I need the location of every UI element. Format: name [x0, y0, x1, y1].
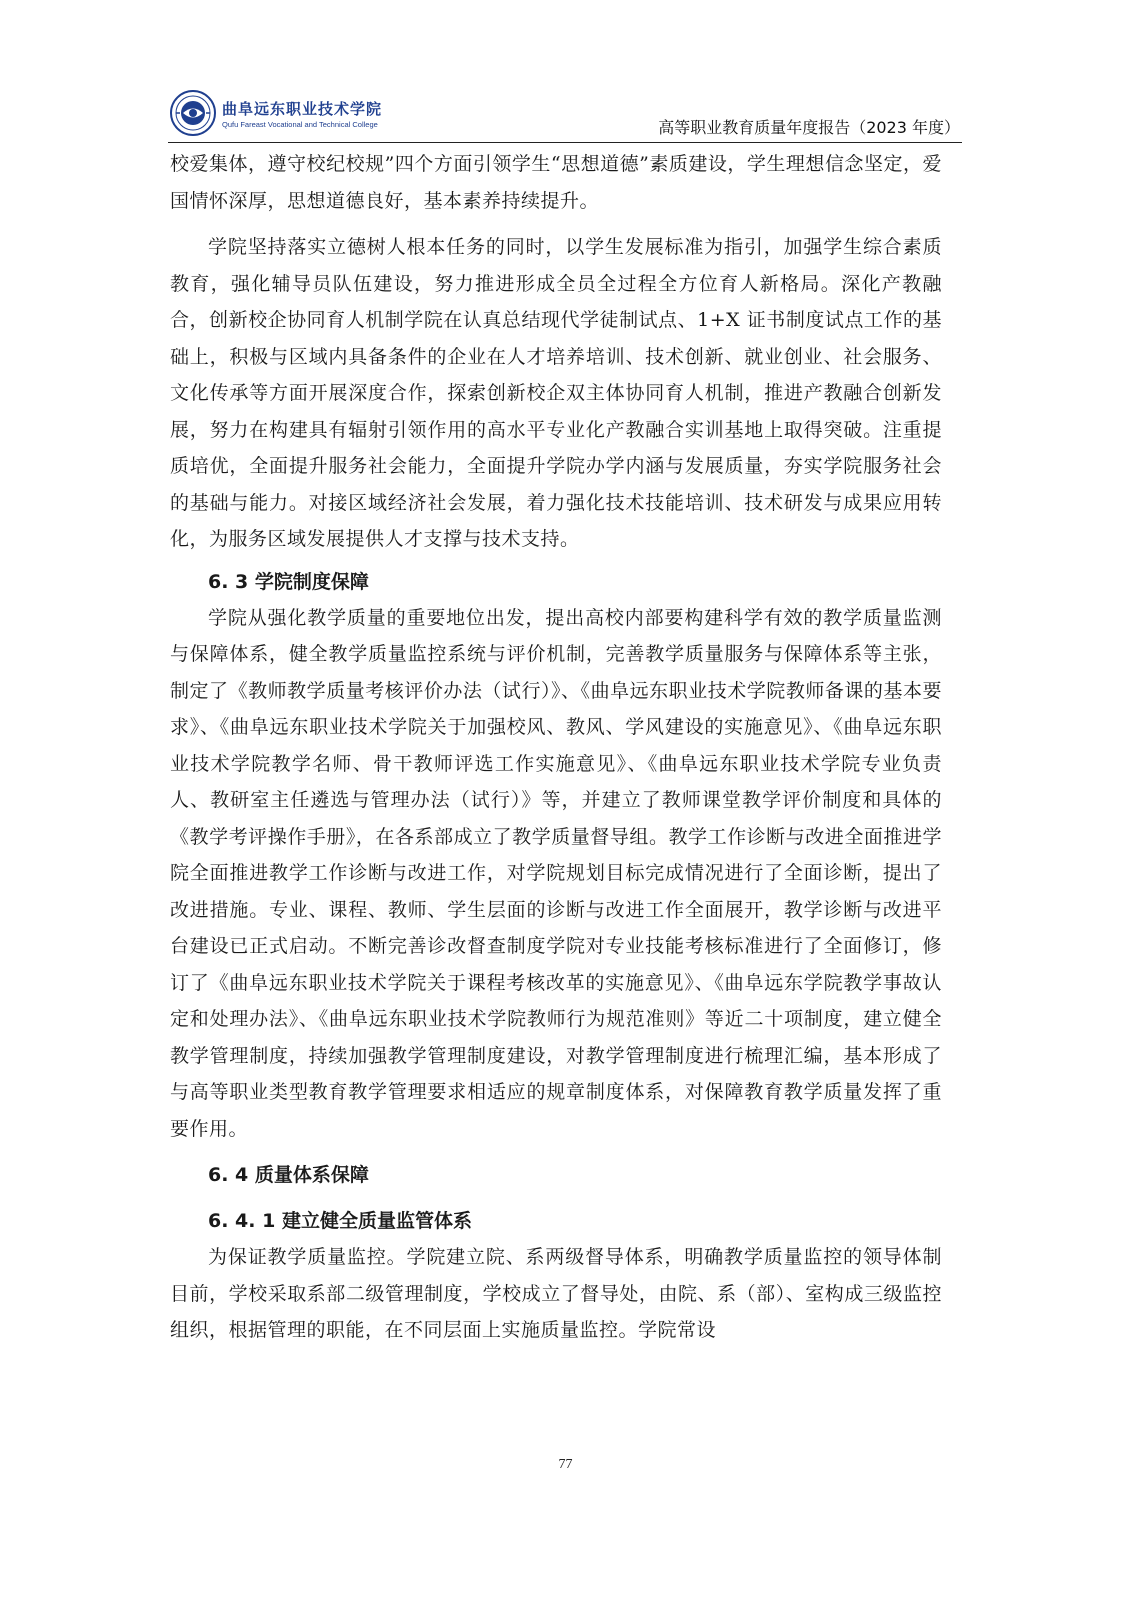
paragraph-quality-supervision: 为保证教学质量监控。学院建立院、系两级督导体系，明确教学质量监控的领导体制目前，学校采取系部二级管理制度，学校成立了督导处，由院、系（部）、室构成三级监控组织，根据管理的职能，在不同层面上实施质量监控。学院常设 [170, 1246, 942, 1341]
page-body [170, 146, 942, 1349]
section-heading-6-4-1: 6. 4. 1 建立健全质量监管体系 [208, 1210, 472, 1232]
paragraph-moral-education: 学院坚持落实立德树人根本任务的同时，以学生发展标准为指引，加强学生综合素质教育，强化辅导员队伍建设，努力推进形成全员全过程全方位育人新格局。深化产教融合，创新校企协同育人机制学院在认真总结现代学徒制试点、1+X 证书制度试点工作的基础上，积极与区域内具备条件的企业在人才培养培训、技术创新、就业创业、社会服务、文化传承等方面开展深度合作，探索创新校企双主体协同育人机制，推进产教融合创新发展，努力在构建具有辐射引领作用的高水平专业化产教融合实训基地上取得突破。注重提质培优，全面提升服务社会能力，全面提升学院办学内涵与发展质量，夯实学院服务社会的基础与能力。对接区域经济社会发展，着力强化技术技能培训、技术研发与成果应用转化，为服务区域发展提供人才支撑与技术支持。 [170, 236, 942, 550]
page-header [170, 90, 960, 140]
college-logo [170, 90, 382, 136]
college-seal-icon [170, 90, 216, 136]
paragraph-institutional-guarantee: 学院从强化教学质量的重要地位出发，提出高校内部要构建科学有效的教学质量监测与保障体系，健全教学质量监控系统与评价机制，完善教学质量服务与保障体系等主张，制定了《教师教学质量考核评价办法（试行）》、《曲阜远东职业技术学院教师备课的基本要求》、《曲阜远东职业技术学院关于加强校风、教风、学风建设的实施意见》、《曲阜远东职业技术学院教学名师、骨干教师评选工作实施意见》、《曲阜远东职业技术学院专业负责人、教研室主任遴选与管理办法（试行）》等，并建立了教师课堂教学评价制度和具体的《教学考评操作手册》，在各系部成立了教学质量督导组。教学工作诊断与改进全面推进学院全面推进教学工作诊断与改进工作，对学院规划目标完成情况进行了全面诊断，提出了改进措施。专业、课程、教师、学生层面的诊断与改进工作全面展开，教学诊断与改进平台建设已正式启动。不断完善诊改督查制度学院对专业技能考核标准进行了全面修订，修订了《曲阜远东职业技术学院关于课程考核改革的实施意见》、《曲阜远东学院教学事故认定和处理办法》、《曲阜远东职业技术学院教师行为规范准则》等近二十项制度，建立健全教学管理制度，持续加强教学管理制度建设，对教学管理制度进行梳理汇编，基本形成了与高等职业类型教育教学管理要求相适应的规章制度体系，对保障教育教学质量发挥了重要作用。 [170, 606, 942, 1140]
page-number: 77 [558, 1457, 573, 1472]
paragraph-continued: 校爱集体，遵守校纪校规”四个方面引领学生“思想道德”素质建设，学生理想信念坚定，爱国情怀深厚，思想道德良好，基本素养持续提升。 [170, 153, 942, 212]
college-name-cn: 曲阜远东职业技术学院 [222, 99, 383, 118]
report-title: 高等职业教育质量年度报告（2023 年度） [658, 118, 960, 137]
section-heading-6-3: 6. 3 学院制度保障 [208, 570, 369, 593]
section-heading-6-4: 6. 4 质量体系保障 [208, 1164, 369, 1186]
college-name-en: Qufu Fareast Vocational and Technical College [222, 119, 378, 129]
header-divider [168, 142, 962, 143]
